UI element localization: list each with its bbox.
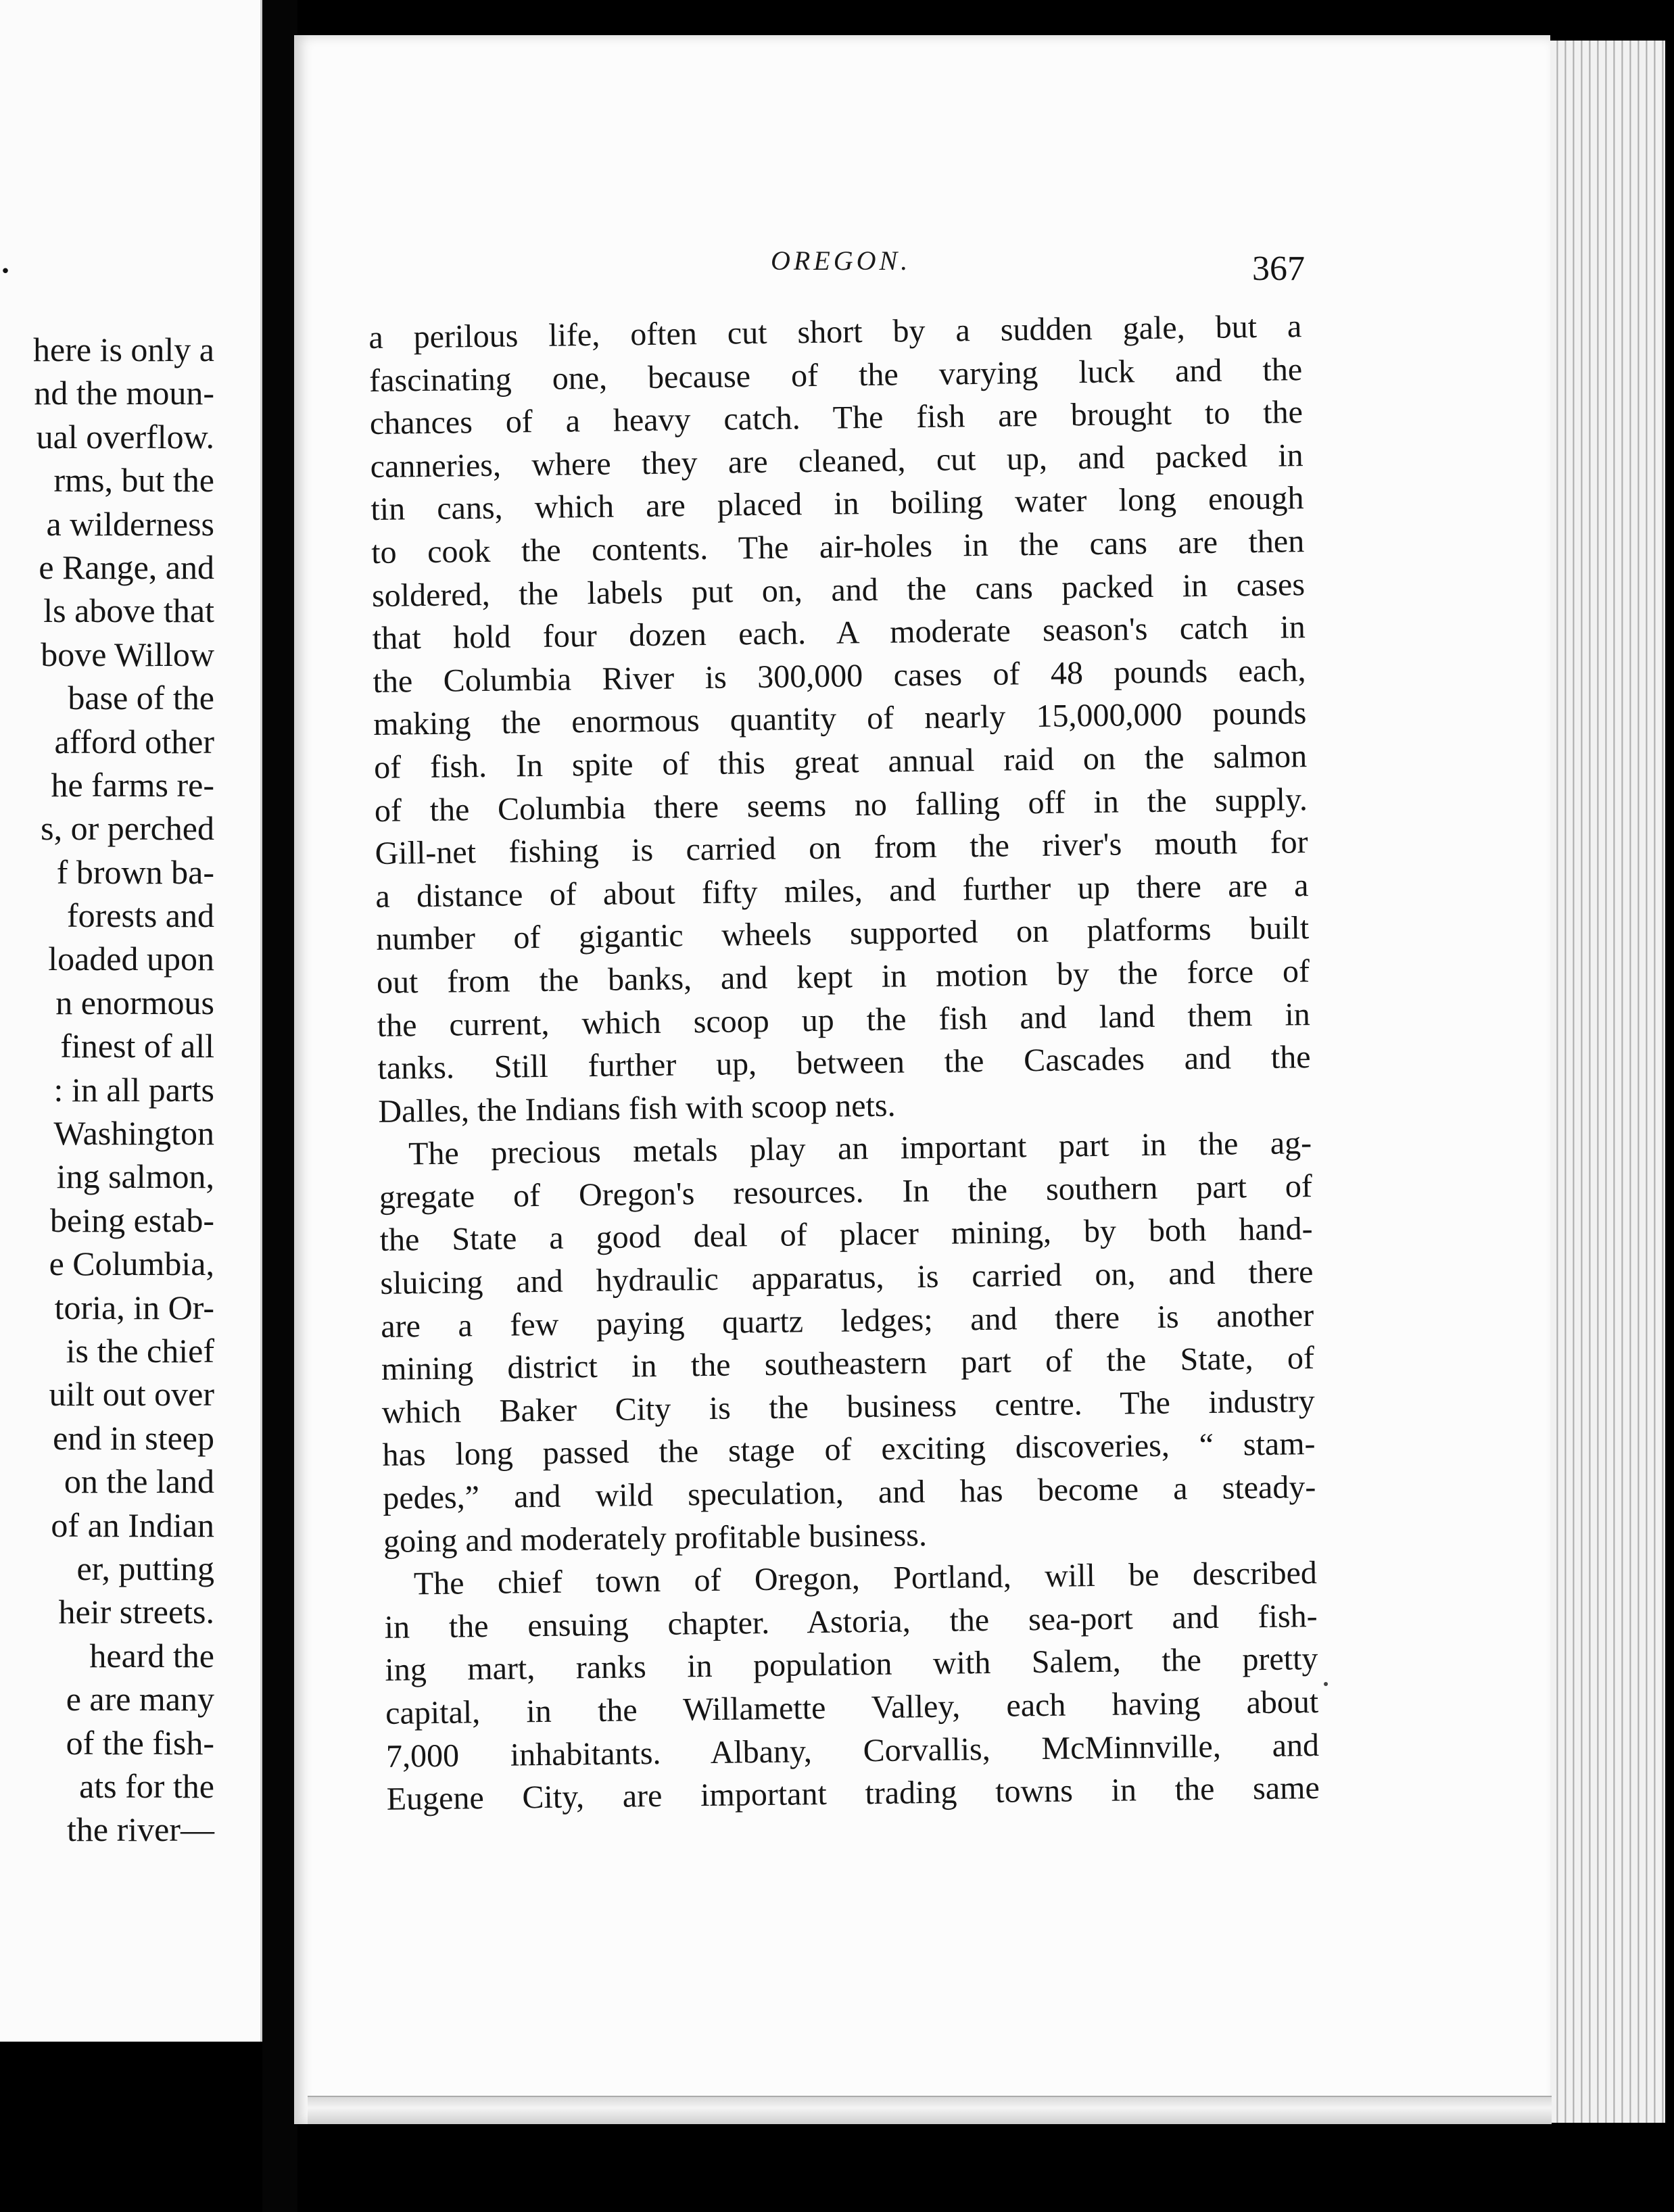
text-line: going and moderately profitable business. [383, 1516, 928, 1560]
left-page-line: being estab- [50, 1201, 214, 1239]
text-line: of fish. In spite of this great annual raid on the salmon [373, 738, 1308, 786]
left-page-line: forests and [67, 896, 214, 935]
left-page-line: end in steep [53, 1418, 214, 1457]
text-line: The precious metals play an important part in the ag- [408, 1125, 1312, 1172]
text-line: soldered, the labels put on, and the cans packed in cases [371, 566, 1306, 614]
paragraph [379, 1122, 1317, 1563]
text-line: making the enormous quantity of nearly 15,000,000 pounds [373, 695, 1307, 743]
book-gutter [262, 0, 297, 2212]
text-line: sluicing and hydraulic apparatus, is carried on, and there [380, 1254, 1314, 1301]
left-page-line: s, or perched [41, 809, 214, 848]
text-line: ing mart, ranks in population with Salem, the pretty [385, 1641, 1318, 1689]
text-line: the current, which scoop up the fish and land them in [377, 996, 1311, 1044]
text-line: the State a good deal of placer mining, by both hand- [379, 1211, 1313, 1259]
text-line: tin cans, which are placed in boiling water long enough [370, 480, 1304, 528]
left-page-line: e are many [66, 1680, 214, 1718]
text-line: of the Columbia there seems no falling off in the supply. [374, 781, 1308, 829]
text-line: Dalles, the Indians fish with scoop nets. [378, 1087, 896, 1130]
text-line: number of gigantic wheels supported on platforms built [375, 910, 1310, 958]
left-page-line: f brown ba- [56, 852, 214, 891]
left-page-line: e Columbia, [49, 1245, 214, 1283]
left-page-line: e Range, and [39, 548, 214, 586]
left-page-line: uilt out over [49, 1375, 214, 1414]
text-line: gregate of Oregon's resources. In the southern part of [379, 1168, 1313, 1216]
left-page-line: ats for the [79, 1766, 214, 1805]
left-page-line: a wilderness [46, 504, 214, 543]
left-page-line: base of the [68, 679, 214, 717]
text-line: The chief town of Oregon, Portland, will be described [413, 1555, 1318, 1602]
left-page-line: ing salmon, [56, 1157, 214, 1196]
left-page-line: n enormous [55, 983, 214, 1021]
left-page-line: ls above that [43, 592, 214, 630]
left-page-line: of an Indian [51, 1506, 214, 1544]
text-line: Eugene City, are important trading towns in the same [386, 1770, 1320, 1818]
text-line: 7,000 inhabitants. Albany, Corvallis, McMinnville, and [385, 1727, 1320, 1775]
left-page-line: er, putting [76, 1549, 214, 1587]
stray-ink-mark [1324, 1682, 1328, 1686]
left-page-line: of the fish- [66, 1723, 214, 1762]
text-line: a distance of about fifty miles, and further up there are a [375, 867, 1309, 915]
left-page-fragment [0, 0, 262, 2042]
left-page-line: Washington [53, 1114, 214, 1153]
text-line: the Columbia River is 300,000 cases of 48 pounds each, [373, 652, 1306, 700]
running-head: OREGON. [771, 245, 911, 276]
left-page-line: nd the moun- [34, 374, 214, 412]
text-line: fascinating one, because of the varying luck and the [368, 351, 1303, 399]
body-text [368, 305, 1320, 1821]
left-page-line: toria, in Or- [54, 1288, 214, 1326]
left-page-line: bove Willow [41, 635, 214, 673]
text-line: mining district in the southeastern part of the State, of [381, 1340, 1315, 1388]
text-line: pedes,” and wild speculation, and has become a steady- [383, 1469, 1316, 1516]
text-line: a perilous life, often cut short by a sudden gale, but a [368, 308, 1302, 356]
left-page-line: finest of all [60, 1027, 214, 1065]
left-page-line: heir streets. [58, 1593, 214, 1631]
text-line: chances of a heavy catch. The fish are brought to the [369, 394, 1304, 442]
paragraph [368, 305, 1312, 1133]
page-bottom-edge [308, 2096, 1552, 2124]
paragraph [384, 1552, 1320, 1821]
left-page-line: heard the [89, 1636, 214, 1675]
text-line: to cook the contents. The air-holes in the cans are then [370, 523, 1305, 571]
left-page-text [33, 328, 214, 1852]
left-page-line: is the chief [66, 1331, 214, 1370]
left-page-line: ual overflow. [36, 417, 214, 456]
left-page-line: the river— [67, 1810, 214, 1849]
page-fore-edge [1548, 41, 1665, 2123]
text-line: tanks. Still further up, between the Cascades and the [377, 1039, 1311, 1087]
text-line: canneries, where they are cleaned, cut up, and packed in [370, 437, 1304, 485]
text-line: has long passed the stage of exciting discoveries, “ stam- [382, 1426, 1316, 1474]
text-line: out from the banks, and kept in motion by the force of [376, 953, 1310, 1001]
left-page-line: he farms re- [51, 765, 214, 804]
text-line: are a few paying quartz ledges; and there is another [380, 1297, 1314, 1345]
text-line: capital, in the Willamette Valley, each having about [385, 1683, 1319, 1731]
text-line: Gill-net fishing is carried on from the river's mouth for [375, 824, 1308, 872]
left-page-line: loaded upon [48, 940, 214, 978]
left-page-line: rms, but the [53, 461, 214, 500]
left-page-line: here is only a [33, 331, 214, 368]
text-line: which Baker City is the business centre. The industry [381, 1382, 1316, 1430]
left-folio-fragment: . [0, 234, 11, 282]
left-page-line: afford other [54, 722, 214, 761]
text-line: in the ensuing chapter. Astoria, the sea-port and fish- [384, 1597, 1318, 1645]
text-line: that hold four dozen each. A moderate season's catch in [372, 609, 1306, 657]
left-page-line: on the land [64, 1462, 214, 1501]
left-page-line: : in all parts [53, 1070, 214, 1109]
page-number: 367 [1252, 249, 1305, 288]
